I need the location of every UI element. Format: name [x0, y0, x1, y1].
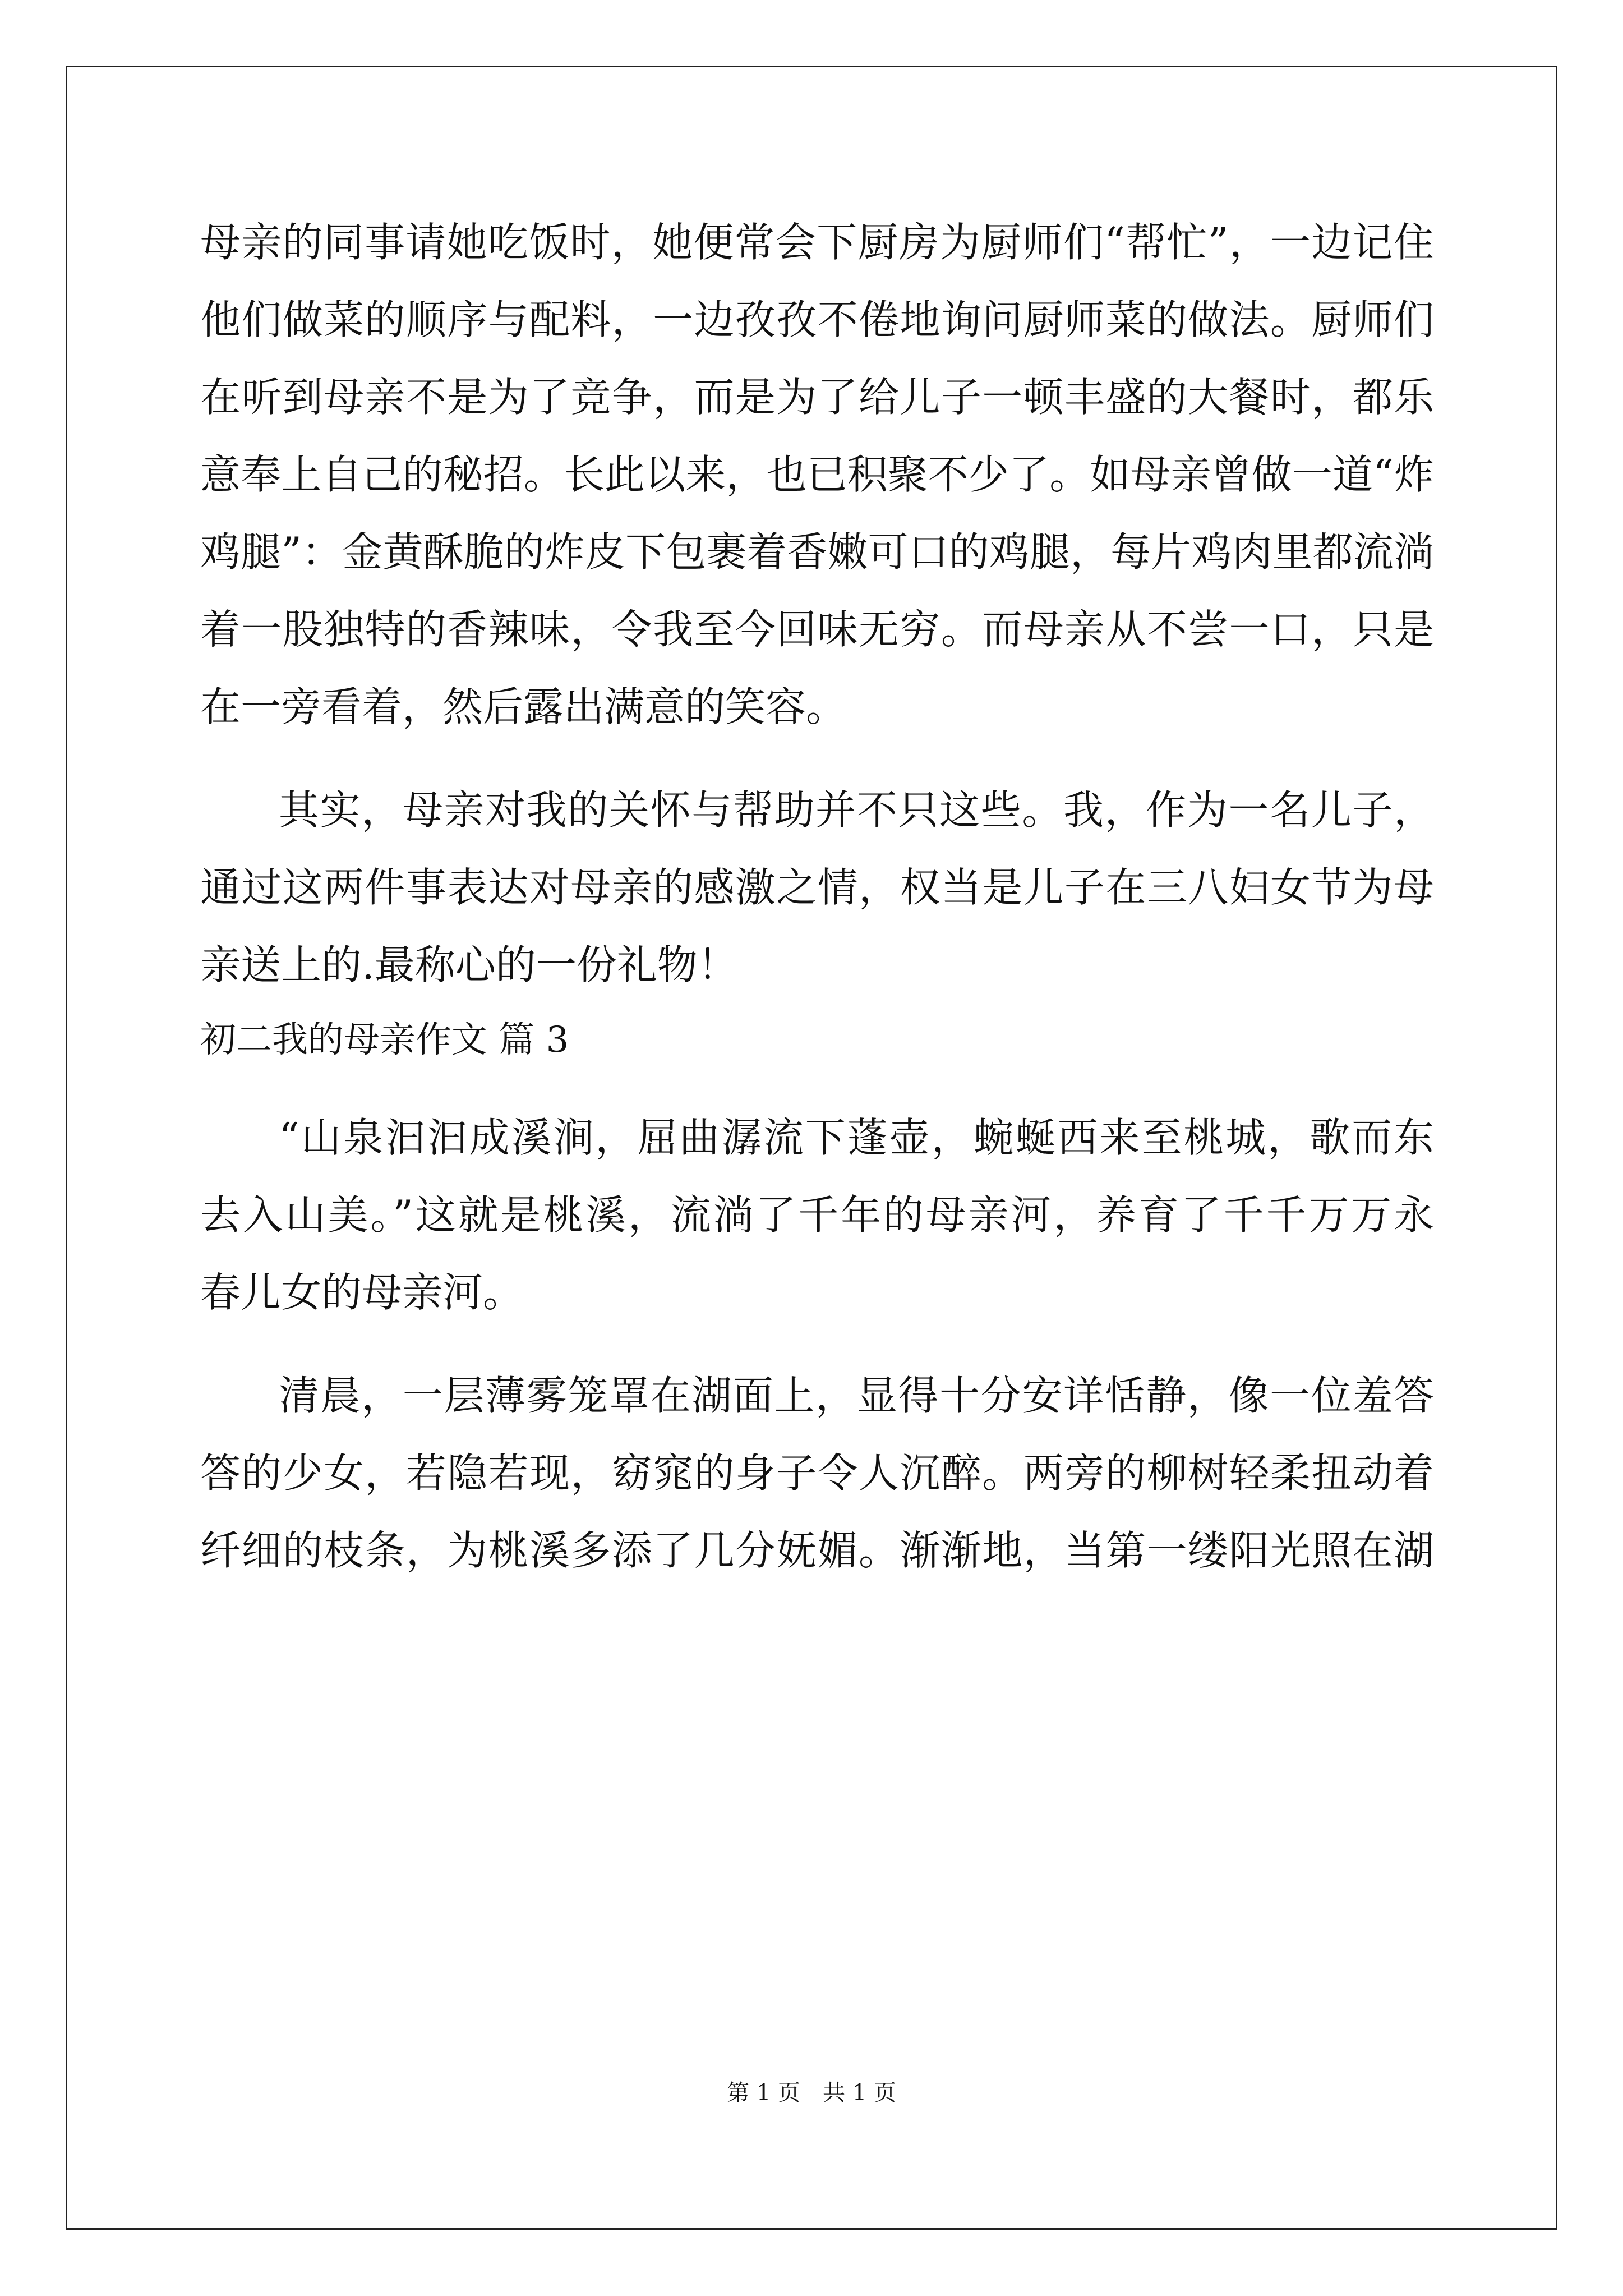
paragraph-line: 在一旁看着，然后露出满意的笑容。 — [200, 683, 847, 730]
paragraph-line: 在听到母亲不是为了竞争，而是为了给儿子一顿丰盛的大餐时，都乐 — [200, 374, 1434, 421]
page-number-footer: 第 1 页 共 1 页 — [727, 2080, 896, 2106]
paragraph-line: 鸡腿”：金黄酥脆的炸皮下包裹着香嫩可口的鸡腿，每片鸡肉里都流淌 — [200, 528, 1434, 576]
paragraph-line: 着一股独特的香辣味，令我至今回味无穷。而母亲从不尝一口，只是 — [200, 606, 1434, 653]
paragraph-line: 通过这两件事表达对母亲的感激之情，权当是儿子在三八妇女节为母 — [200, 864, 1434, 911]
paragraph-line: “山泉汩汩成溪涧，屈曲潺流下蓬壶，蜿蜒西来至桃城，歌而东 — [279, 1114, 1434, 1161]
paragraph-line: 清晨，一层薄雾笼罩在湖面上，显得十分安详恬静，像一位羞答 — [279, 1372, 1434, 1419]
paragraph-line: 意奉上自己的秘招。长此以来，也已积聚不少了。如母亲曾做一道“炸 — [200, 451, 1434, 498]
section-heading: 初二我的母亲作文 篇 3 — [200, 1019, 569, 1061]
paragraph-line: 其实，母亲对我的关怀与帮助并不只这些。我，作为一名儿子， — [279, 786, 1434, 834]
paragraph-line: 答的少女，若隐若现，窈窕的身子令人沉醉。两旁的柳树轻柔扭动着 — [200, 1450, 1434, 1497]
paragraph-line: 纤细的枝条，为桃溪多添了几分妩媚。渐渐地，当第一缕阳光照在湖 — [200, 1527, 1434, 1574]
paragraph-line: 亲送上的.最称心的一份礼物！ — [200, 941, 738, 988]
paragraph-line: 春儿女的母亲河。 — [200, 1269, 524, 1316]
paragraph-line: 母亲的同事请她吃饭时，她便常会下厨房为厨师们“帮忙”，一边记住 — [200, 219, 1434, 266]
paragraph-line: 去入山美。”这就是桃溪，流淌了千年的母亲河，养育了千千万万永 — [200, 1191, 1434, 1239]
paragraph-line: 他们做菜的顺序与配料，一边孜孜不倦地询问厨师菜的做法。厨师们 — [200, 296, 1434, 343]
